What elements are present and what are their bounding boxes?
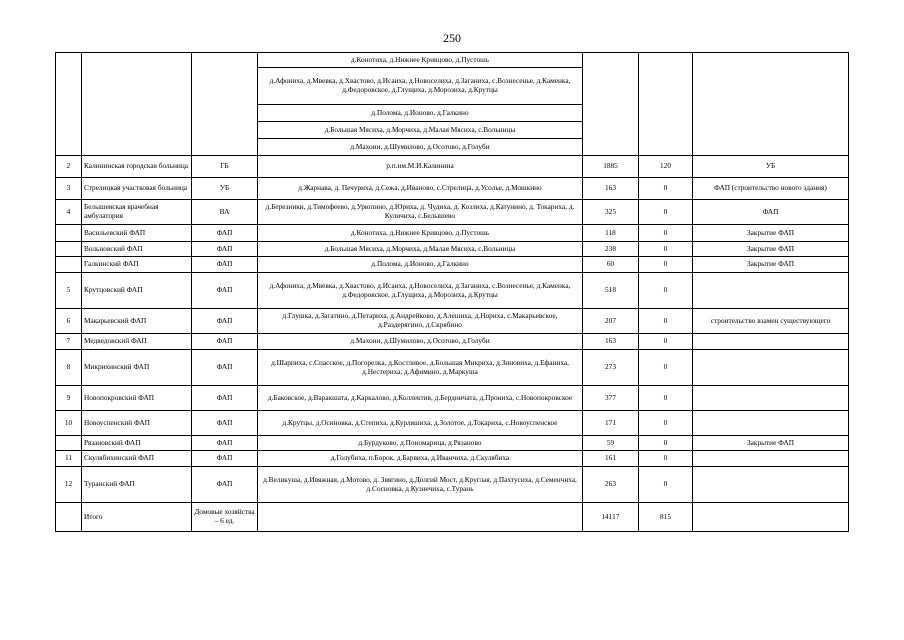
facility-name: Медведовский ФАП: [82, 334, 192, 350]
row-number: 9: [56, 386, 82, 411]
facility-type: ФАП: [192, 257, 258, 273]
table-row: [56, 178, 849, 200]
beds: 0: [639, 200, 693, 225]
row-number: [56, 53, 82, 156]
row-number: [56, 436, 82, 451]
beds: 0: [639, 242, 693, 257]
population: 60: [583, 257, 639, 273]
carryover-row: [56, 53, 849, 68]
villages-served: р.п.им.М.И.Калинина: [258, 156, 583, 178]
table-row: [56, 225, 849, 242]
table-row: [56, 386, 849, 411]
table-row: [56, 411, 849, 436]
facility-name: Туранский ФАП: [82, 467, 192, 503]
beds: 0: [639, 273, 693, 309]
facility-name: Новоуспенский ФАП: [82, 411, 192, 436]
facility-type: ФАП: [192, 273, 258, 309]
villages-served: д.Афониха, д.Мвевка, д.Хвастово, д.Исаиха, д.Новоселиха, д.Заганиха, с.Вознесенье, д.Каменка, д.Федоровское, д.Глущиха, д.Морозиха, д.Крутцы: [258, 68, 583, 105]
villages-served: д.Конотиха, д.Нижнее Кривцово, д.Пустошь: [258, 225, 583, 242]
villages-served: д.Бурдуково, д.Пономарица, д.Рязаново: [258, 436, 583, 451]
population: 377: [583, 386, 639, 411]
table-row: [56, 242, 849, 257]
facility-type: ВА: [192, 200, 258, 225]
beds: 0: [639, 350, 693, 386]
table-row: [56, 273, 849, 309]
villages-served: д.Березники, д.Тимофеево, д.Урюпино, д.Юриха, д. Чудиха, д. Козлиха, д.Катунино, д. Токариха, д. Куличиха, с.Белышево: [258, 200, 583, 225]
note: [693, 467, 849, 503]
table-row: [56, 451, 849, 467]
villages-served: д.Шарпиха, с.Спасское, д.Погорелка, д.Костливое, д.Большая Микриха, д.Зиновиха, д.Ефаниха, д.Нестериха, д.Афимино, д.Маркуша: [258, 350, 583, 386]
facility-type: Домовые хозяйства – 6 ед.: [192, 503, 258, 532]
facility-type: ФАП: [192, 242, 258, 257]
beds: 0: [639, 436, 693, 451]
note: [693, 350, 849, 386]
population: 161: [583, 451, 639, 467]
row-number: [56, 257, 82, 273]
table-row: [56, 503, 849, 532]
villages-served: д.Махони, д.Шумилово, д.Осотово, д.Голуби: [258, 334, 583, 350]
villages-served: д.Великуша, д.Ивяжная, д.Мотово, д. Звягино, д.Долгий Мост, д.Круглая, д.Пахтусиха, д.Семенчиха, д.Сосновка, д.Кузнечиха, с.Турань: [258, 467, 583, 503]
table-row: [56, 350, 849, 386]
villages-served: д.Глушка, д.Загатино, д.Петариха, д.Андрейково, д.Алешиха, д.Нориха, с.Макарьевское, д.Раздерягино, д.Скрябино: [258, 309, 583, 334]
note: ФАП (строительство нового здания): [693, 178, 849, 200]
facility-type: ФАП: [192, 451, 258, 467]
facility-name: Скулябихинский ФАП: [82, 451, 192, 467]
row-number: 7: [56, 334, 82, 350]
row-number: [56, 225, 82, 242]
note: [693, 503, 849, 532]
facility-name: Микрихинский ФАП: [82, 350, 192, 386]
table-row: [56, 156, 849, 178]
population: 163: [583, 178, 639, 200]
facility-type: ФАП: [192, 411, 258, 436]
beds: [639, 53, 693, 156]
facility-type: ФАП: [192, 436, 258, 451]
population: 171: [583, 411, 639, 436]
note: строительство взамен существующего: [693, 309, 849, 334]
facility-name: Калининская городская больница: [82, 156, 192, 178]
facility-type: УБ: [192, 178, 258, 200]
facility-type: ГБ: [192, 156, 258, 178]
villages-served: [258, 503, 583, 532]
beds: 0: [639, 467, 693, 503]
beds: 0: [639, 309, 693, 334]
facility-name: Рязановский ФАП: [82, 436, 192, 451]
row-number: 8: [56, 350, 82, 386]
row-number: [56, 242, 82, 257]
note: [693, 273, 849, 309]
facility-type: [192, 53, 258, 156]
table-row: [56, 257, 849, 273]
facility-name: Макарьевский ФАП: [82, 309, 192, 334]
note: Закрытие ФАП: [693, 225, 849, 242]
villages-served: д.Махони, д.Шумилово, д.Осотово, д.Голуби: [258, 139, 583, 156]
note: [693, 411, 849, 436]
population: 14117: [583, 503, 639, 532]
villages-served: д.Крутцы, д.Осиновка, д.Степиха, д.Курляшиха, д.Золотое, д.Токариха, с.Новоуспенское: [258, 411, 583, 436]
note: [693, 451, 849, 467]
note: Закрытие ФАП: [693, 436, 849, 451]
population: 207: [583, 309, 639, 334]
row-number: 3: [56, 178, 82, 200]
table-row: [56, 200, 849, 225]
beds: 815: [639, 503, 693, 532]
facility-type: ФАП: [192, 386, 258, 411]
page-number: 250: [443, 31, 461, 45]
facility-type: ФАП: [192, 309, 258, 334]
population: 163: [583, 334, 639, 350]
population: 263: [583, 467, 639, 503]
row-number: 12: [56, 467, 82, 503]
facility-name: [82, 53, 192, 156]
villages-served: д.Большая Мясиха, д.Морчиха, д.Малая Мясиха, с.Вольницы: [258, 242, 583, 257]
population: 325: [583, 200, 639, 225]
villages-served: д.Большая Мясиха, д.Морчиха, д.Малая Мясиха, с.Вольницы: [258, 122, 583, 139]
population: 59: [583, 436, 639, 451]
row-number: 2: [56, 156, 82, 178]
note: [693, 386, 849, 411]
note: УБ: [693, 156, 849, 178]
population: 273: [583, 350, 639, 386]
row-number: 11: [56, 451, 82, 467]
villages-served: д.Баковское, д.Варакшата, д.Каркалово, д.Коллектив, д.Бердничата, д.Прониха, с.Новопокровское: [258, 386, 583, 411]
villages-served: д.Афониха, д.Мвевка, д.Хвастово, д.Исаиха, д.Новоселиха, д.Заганиха, с.Вознесенье, д.Каменка, д.Федоровское, д.Глущиха, д.Морозиха, д.Крутцы: [258, 273, 583, 309]
facility-name: Васильевский ФАП: [82, 225, 192, 242]
facility-type: ФАП: [192, 350, 258, 386]
villages-served: д.Полома, д.Ионово, д.Галкино: [258, 257, 583, 273]
facility-type: ФАП: [192, 467, 258, 503]
facility-name: Крутцовский ФАП: [82, 273, 192, 309]
facility-name: Белышевская врачебная амбулатория: [82, 200, 192, 225]
population: [583, 53, 639, 156]
beds: 0: [639, 334, 693, 350]
facility-name: Вольновский ФАП: [82, 242, 192, 257]
facility-name: Итого: [82, 503, 192, 532]
beds: 0: [639, 411, 693, 436]
table-row: [56, 309, 849, 334]
row-number: 6: [56, 309, 82, 334]
beds: 0: [639, 225, 693, 242]
villages-served: д.Конотиха, д.Нижнее Кривцово, д.Пустошь: [258, 53, 583, 68]
facilities-table: [55, 52, 849, 532]
table-row: [56, 467, 849, 503]
note: [693, 53, 849, 156]
row-number: 5: [56, 273, 82, 309]
row-number: 4: [56, 200, 82, 225]
beds: 0: [639, 257, 693, 273]
beds: 120: [639, 156, 693, 178]
facility-type: ФАП: [192, 334, 258, 350]
note: ФАП: [693, 200, 849, 225]
beds: 0: [639, 451, 693, 467]
population: 118: [583, 225, 639, 242]
table-row: [56, 334, 849, 350]
beds: 0: [639, 178, 693, 200]
facility-name: Стрелицкая участковая больница: [82, 178, 192, 200]
villages-served: д.Жарнава, д. Печуриха, д.Сежа, д.Иваново, с.Стрелица, д.Усолье, д.Мошкино: [258, 178, 583, 200]
facility-type: ФАП: [192, 225, 258, 242]
beds: 0: [639, 386, 693, 411]
row-number: 10: [56, 411, 82, 436]
villages-served: д.Полома, д.Ионово, д.Галкино: [258, 105, 583, 122]
table-row: [56, 436, 849, 451]
row-number: [56, 503, 82, 532]
facility-name: Новопокровский ФАП: [82, 386, 192, 411]
population: 238: [583, 242, 639, 257]
villages-served: д.Голубиха, п.Борок, д.Барвиха, д.Иванчиха, д.Скулябиха: [258, 451, 583, 467]
note: [693, 334, 849, 350]
note: Закрытие ФАП: [693, 257, 849, 273]
note: Закрытие ФАП: [693, 242, 849, 257]
population: 1885: [583, 156, 639, 178]
facility-name: Галкинский ФАП: [82, 257, 192, 273]
population: 518: [583, 273, 639, 309]
